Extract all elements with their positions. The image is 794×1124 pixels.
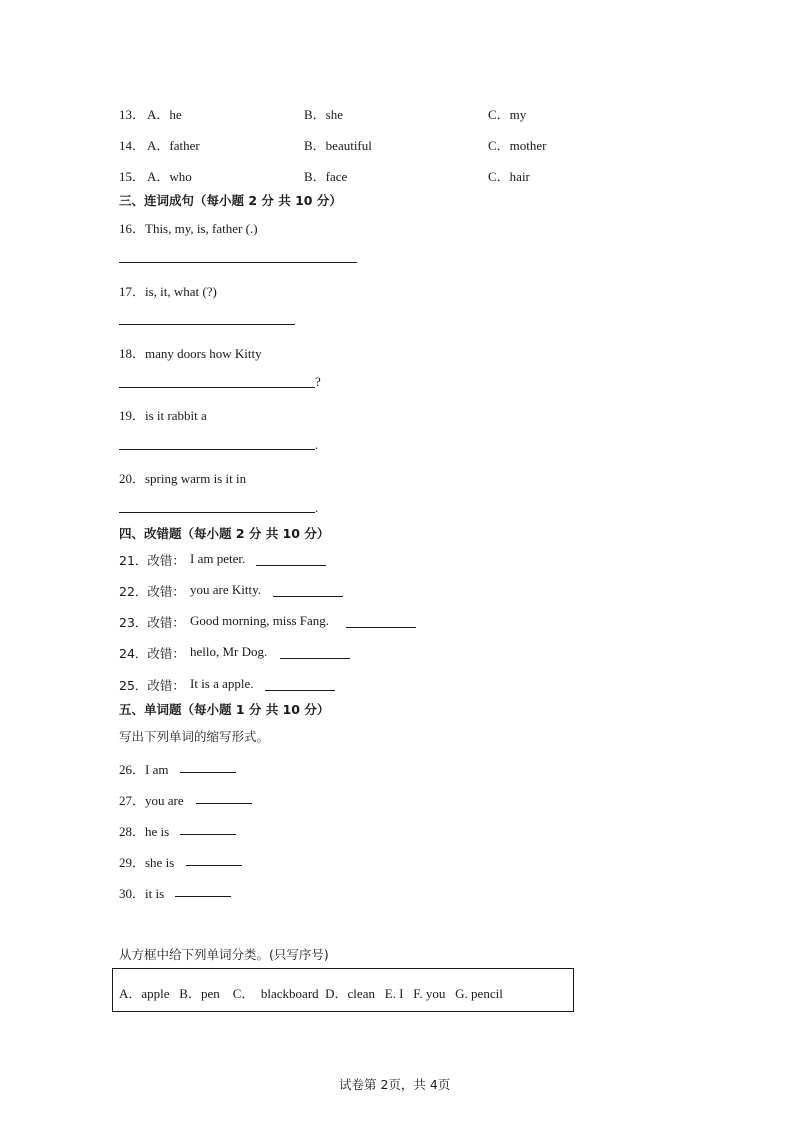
answer-line-22[interactable] [273, 596, 343, 597]
question-text: 30．it is [119, 886, 165, 901]
question-18: 18．many doors how Kitty [119, 346, 262, 361]
question-20: 20．spring warm is it in [119, 471, 247, 486]
section3-title: 三、连词成句（每小题 2 分 共 10 分） [119, 193, 342, 208]
question-number: 14． [119, 138, 146, 153]
question-text: 27．you are [119, 793, 184, 808]
answer-line-18[interactable] [119, 387, 315, 388]
answer-line-28[interactable] [180, 834, 236, 835]
answer-line-25[interactable] [265, 690, 335, 691]
answer-line-17[interactable] [119, 324, 295, 325]
question-label: 25．改错： [119, 678, 185, 693]
answer-line-30[interactable] [175, 896, 231, 897]
question-number: 15． [119, 169, 146, 184]
question-text: I am peter. [190, 551, 246, 566]
answer-line-16[interactable] [119, 262, 357, 263]
question-text: you are Kitty. [190, 582, 261, 597]
question-text: 29．she is [119, 855, 175, 870]
question-label: 24．改错： [119, 646, 185, 661]
page-footer: 试卷第 2页，共 4页 [339, 1077, 451, 1092]
section5-title: 五、单词题（每小题 1 分 共 10 分） [119, 702, 330, 717]
answer-line-20[interactable] [119, 512, 315, 513]
period-19: . [315, 437, 319, 452]
question-16: 16．This, my, is, father (.) [119, 221, 258, 236]
question-label: 23．改错： [119, 615, 185, 630]
question-mark-18: ? [315, 374, 321, 389]
option-a: A．father [147, 138, 200, 153]
classify-instruction: 从方框中给下列单词分类。(只写序号) [119, 947, 329, 962]
question-text: It is a apple. [190, 676, 254, 691]
option-b: B．face [304, 169, 348, 184]
question-label: 21．改错： [119, 553, 185, 568]
option-c: C．mother [488, 138, 547, 153]
option-a: A．he [147, 107, 182, 122]
section5-instruction: 写出下列单词的缩写形式。 [119, 729, 270, 744]
answer-line-19[interactable] [119, 449, 315, 450]
word-box [112, 968, 574, 1012]
question-number: 13． [119, 107, 146, 122]
answer-line-27[interactable] [196, 803, 252, 804]
option-c: C．hair [488, 169, 530, 184]
option-b: B．beautiful [304, 138, 372, 153]
answer-line-23[interactable] [346, 627, 416, 628]
question-label: 22．改错： [119, 584, 185, 599]
section4-title: 四、改错题（每小题 2 分 共 10 分） [119, 526, 330, 541]
answer-line-29[interactable] [186, 865, 242, 866]
question-text: hello, Mr Dog. [190, 644, 268, 659]
option-a: A．who [147, 169, 192, 184]
question-text: 28．he is [119, 824, 170, 839]
question-19: 19．is it rabbit a [119, 408, 207, 423]
option-c: C．my [488, 107, 527, 122]
question-17: 17．is, it, what (?) [119, 284, 217, 299]
option-b: B．she [304, 107, 344, 122]
question-text: Good morning, miss Fang. [190, 613, 330, 628]
answer-line-21[interactable] [256, 565, 326, 566]
word-list: A．apple B．pen C． blackboard D．clean E. I F. you G. pencil [119, 986, 503, 1001]
answer-line-26[interactable] [180, 772, 236, 773]
period-20: . [315, 500, 319, 515]
answer-line-24[interactable] [280, 658, 350, 659]
question-text: 26．I am [119, 762, 169, 777]
